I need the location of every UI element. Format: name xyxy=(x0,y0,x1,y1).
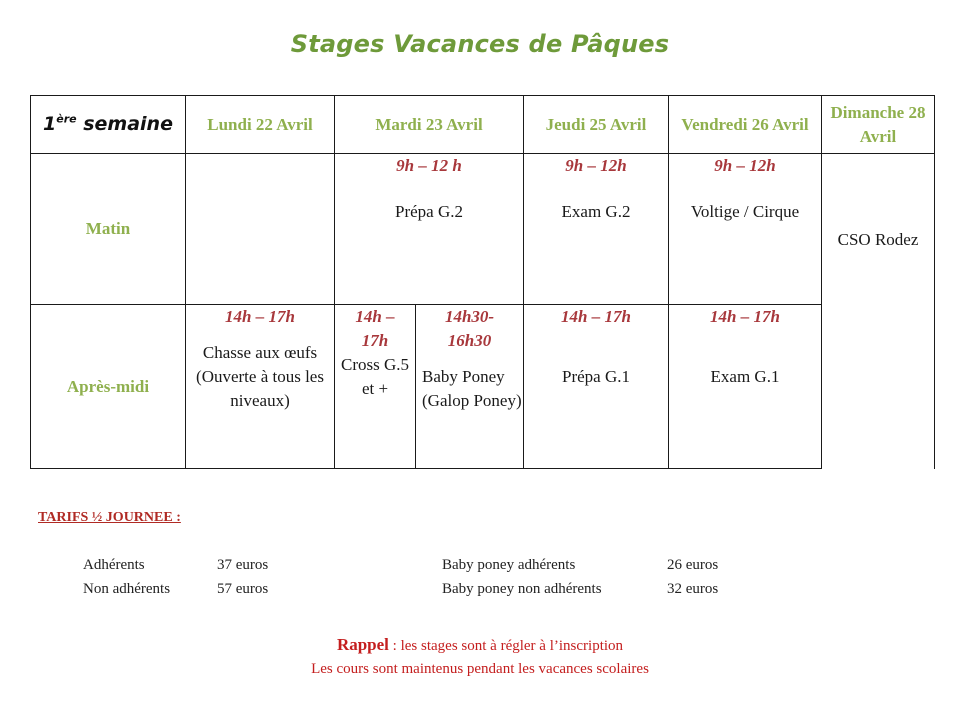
tarif-label: Baby poney adhérents xyxy=(442,557,576,573)
time-slot: 14h – 17h xyxy=(561,307,631,326)
afternoon-row xyxy=(31,305,935,469)
day-header-vendredi: Vendredi 26 Avril xyxy=(669,96,822,154)
activity: Voltige / Cirque xyxy=(690,202,800,221)
time-slot: 14h – 17h xyxy=(225,307,295,326)
time-slot: 14h30-16h30 xyxy=(444,307,495,350)
activity: Cross G.5 et + xyxy=(340,355,409,398)
activity: Prépa G.1 xyxy=(562,367,630,386)
cell-afternoon-mardi-baby xyxy=(416,305,524,469)
tarif-label: Baby poney non adhérents xyxy=(442,581,602,597)
header-row xyxy=(31,96,935,154)
activity: Exam G.2 xyxy=(561,202,631,221)
day-header-mardi: Mardi 23 Avril xyxy=(335,96,524,154)
morning-row xyxy=(31,154,935,305)
tarif-price: 26 euros xyxy=(667,557,719,573)
time-slot: 9h – 12h xyxy=(565,156,627,175)
time-slot: 14h – 17h xyxy=(710,307,780,326)
cell-morning-vendredi xyxy=(669,154,822,305)
tarif-price: 57 euros xyxy=(217,581,269,597)
row-label-morning: Matin xyxy=(31,154,186,305)
rappel-label: Rappel xyxy=(336,635,389,654)
row-label-afternoon: Après-midi xyxy=(31,305,186,469)
cell-afternoon-lundi xyxy=(186,305,335,469)
tarif-price: 32 euros xyxy=(667,581,719,597)
rappel-line-2: Les cours sont maintenus pendant les vacances scolaires xyxy=(311,661,649,677)
activity: Baby Poney (Galop Poney) xyxy=(422,367,522,410)
cell-afternoon-jeudi xyxy=(524,305,669,469)
activity: Prépa G.2 xyxy=(395,202,463,221)
schedule-table xyxy=(30,95,935,469)
day-header-dimanche: Dimanche 28 Avril xyxy=(822,96,935,154)
time-slot: 9h – 12h xyxy=(714,156,776,175)
cell-afternoon-mardi-cross xyxy=(335,305,416,469)
cell-morning-mardi xyxy=(335,154,524,305)
tarif-price: 37 euros xyxy=(217,557,269,573)
page-title: Stages Vacances de Pâques xyxy=(290,30,670,58)
tarifs-heading: TARIFS ½ JOURNEE : xyxy=(38,510,181,525)
cell-afternoon-vendredi xyxy=(669,305,822,469)
cell-dimanche xyxy=(822,154,935,469)
time-slot: 14h – 17h xyxy=(355,307,395,350)
tarif-label: Non adhérents xyxy=(83,581,171,597)
activity: Exam G.1 xyxy=(710,367,780,386)
activity: Chasse aux œufs (Ouverte à tous les niveaux) xyxy=(196,343,324,410)
tarif-label: Adhérents xyxy=(83,557,145,573)
week-label: 1ère semaine xyxy=(31,96,186,154)
time-slot: 9h – 12 h xyxy=(396,156,462,175)
cell-morning-lundi xyxy=(186,154,335,305)
day-header-jeudi: Jeudi 25 Avril xyxy=(524,96,669,154)
day-header-lundi: Lundi 22 Avril xyxy=(186,96,335,154)
rappel-line-1 xyxy=(0,635,960,655)
cell-morning-jeudi xyxy=(524,154,669,305)
activity: CSO Rodez xyxy=(837,230,919,249)
rappel-text: : les stages sont à régler à l’inscription xyxy=(388,638,624,654)
